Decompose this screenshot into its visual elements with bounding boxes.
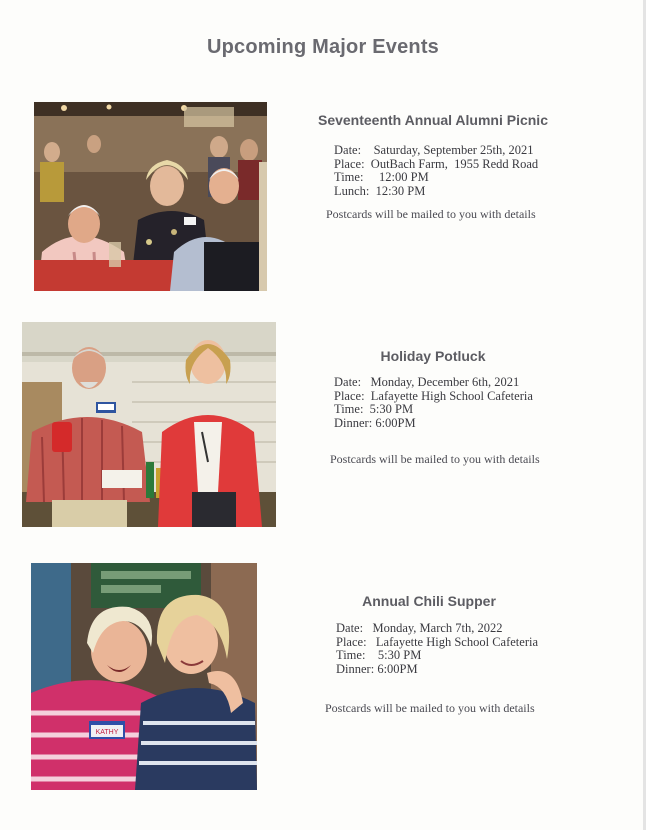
event-3-place-row: Place: Lafayette High School Cafeteria [336, 634, 539, 649]
event-2-dinner-row: Dinner: 6:00PM [334, 415, 416, 430]
event-2-title: Holiday Potluck [380, 348, 486, 364]
page-title: Upcoming Major Events [206, 36, 439, 58]
alumni-picnic-photo [34, 102, 267, 291]
event-2-date-row: Date: Monday, December 6th, 2021 [334, 375, 520, 389]
event-1-date-row: Date: Saturday, September 25th, 2021 [334, 143, 534, 157]
event-3-details [336, 622, 538, 676]
photo-name-tag: KATHY [95, 729, 119, 736]
event-2-place-row: Place: Lafayette High School Cafeteria [334, 388, 533, 403]
event-3-date-row: Date: Monday, March 7th, 2022 [336, 621, 503, 635]
event-1-title: Seventeenth Annual Alumni Picnic [317, 112, 548, 128]
event-2-note: Postcards will be mailed to you with details [330, 452, 540, 466]
event-1-lunch-row: Lunch: 12:30 PM [334, 183, 426, 198]
event-2-details [334, 376, 533, 430]
event-1-note: Postcards will be mailed to you with details [326, 207, 536, 221]
event-3-dinner-row: Dinner: 6:00PM [336, 661, 418, 676]
event-1-time-row: Time: 12:00 PM [334, 170, 429, 184]
chili-supper-photo [31, 563, 257, 790]
event-3-time-row: Time: 5:30 PM [336, 648, 422, 662]
event-1-place-row: Place: OutBach Farm, 1955 Redd Road [334, 156, 539, 171]
holiday-potluck-photo [22, 322, 276, 527]
event-1-details [334, 144, 538, 198]
event-3-title: Annual Chili Supper [362, 593, 496, 609]
event-2-time-row: Time: 5:30 PM [334, 402, 414, 416]
event-3-note: Postcards will be mailed to you with details [325, 701, 535, 715]
